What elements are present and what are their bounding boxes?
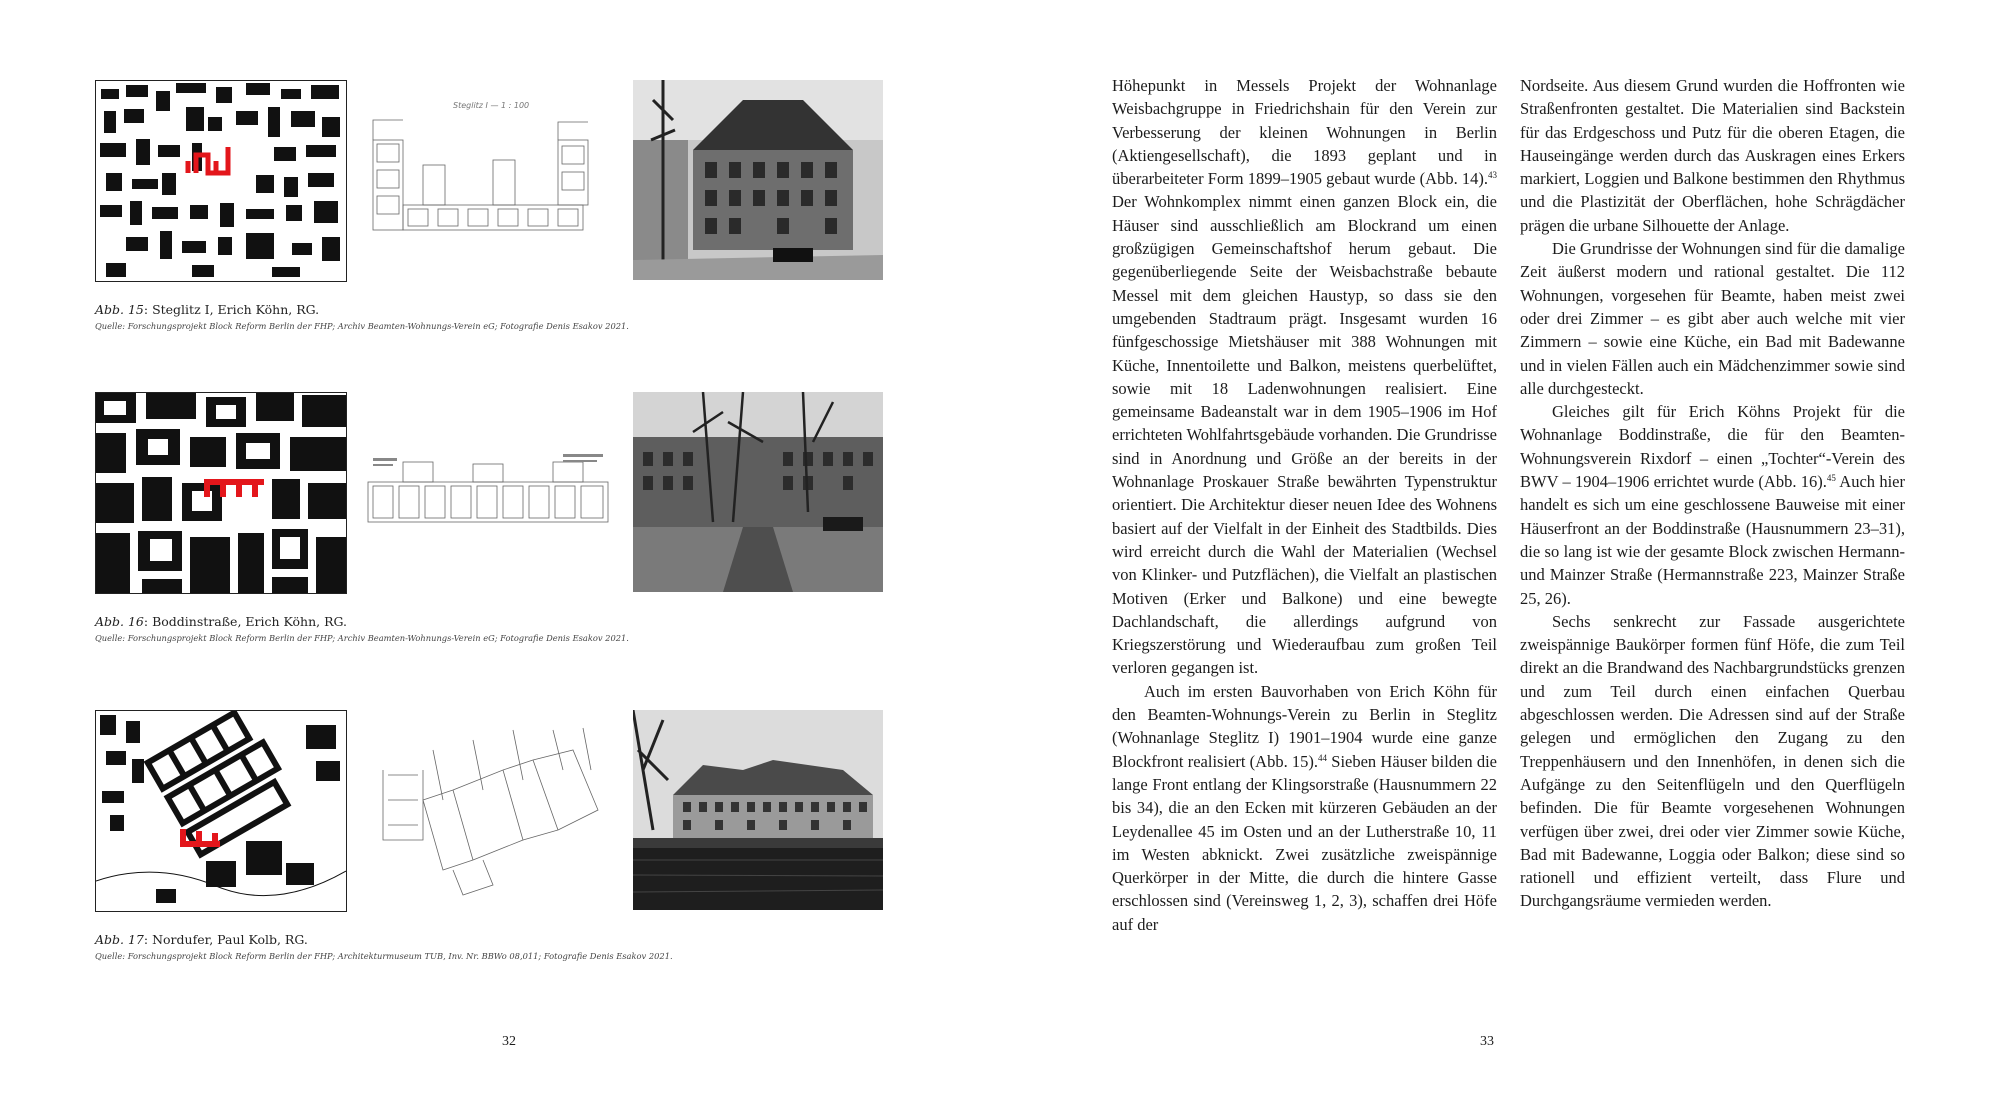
footnote-ref: 44 bbox=[1318, 752, 1328, 763]
paragraph: Sechs senkrecht zur Fassade ausgerichtete zweispännige Baukörper formen fünf Höfe, die zum Teil direkt an die Brandwand des Nachbargrundstücks grenzen und zum Teil durch einen einfachen Querbau abgeschlossen werden. Die Adressen sind auf der Straße gelegen und ermöglichen den Zugang zu den Treppenhäusern und den Innenhöfen, in denen sich die Aufgänge zu den Seitenflügeln und den Querflügeln befinden. Die für Beamte vorgesehenen Wohnungen verfügen über zwei, drei oder vier Zimmer sowie Küche, Bad mit Badewanne, Loggia oder Balkon; diese sind so rationell und effizient verteilt, dass Flure und Durchgangsräume vermieden werden. bbox=[1520, 611, 1905, 911]
figure-label: Abb. 15 bbox=[95, 302, 144, 317]
site-map-boddinstrasse bbox=[95, 392, 347, 594]
photo-steglitz bbox=[633, 80, 883, 280]
figure-label: Abb. 16 bbox=[95, 614, 144, 629]
paragraph: Auch im ersten Bauvorhaben von Erich Köhn für den Beamten-Wohnungs-Verein zu Berlin in Steglitz (Wohnanlage Steglitz I) 1901–1904 wurde eine ganze Blockfront realisiert (Abb. 15).$^{44}$ Sieben Häuser bilden die lange Front entlang der Klingsorstraße (Hausnummern 22 bis 34), die an den Ecken mit kürzeren Gebäuden an der Leydenallee 45 im Osten und an der Lutherstraße 10, 11 im Westen abknickt. Zwei zusätzliche zweispännige Querkörper in der Mitte, die durch die hintere Gasse erschlossen sind (Vereinsweg 1, 2, 3), schaffen drei Höfe auf der bbox=[1112, 681, 1497, 934]
paragraph: Gleiches gilt für Erich Köhns Projekt für die Wohnanlage Boddinstraße, die für den Beamten-Wohnungsverein Rixdorf – einen „Tochter“-Verein des BWV – 1904–1906 errichtet wurde (Abb. 16).$^{45}$ Auch hier handelt es sich um eine geschlossene Bauweise mit einer Häuserfront an der Boddinstraße (Hausnummern 23–31), die so lang ist wie der gesamte Block zwischen Hermann- und Mainzer Straße (Hermannstraße 223, Mainzer Straße 25, 26). bbox=[1520, 402, 1905, 608]
figure-15 bbox=[95, 80, 885, 332]
figure-source: Quelle: Forschungsprojekt Block Reform Berlin der FHP; Archiv Beamten-Wohnungs-Verein eG; Fotografie Denis Esakov 2021. bbox=[95, 321, 629, 331]
figure-title: : Nordufer, Paul Kolb, RG. bbox=[143, 932, 308, 947]
floor-plan-boddinstrasse bbox=[363, 392, 613, 592]
paragraph: Die Grundrisse der Wohnungen sind für die damalige Zeit äußerst modern und rational gestaltet. Die 112 Wohnungen, vorgesehen für Beamte, haben meist zwei oder drei Zimmer – es gibt aber auch welche mit vier Zimmern – sowie eine Küche, ein Bad mit Badewanne und in vielen Fällen auch ein Mädchenzimmer sowie sind alle durchgesteckt. bbox=[1520, 239, 1905, 398]
text-column-right bbox=[1520, 74, 1905, 913]
footnote-ref: 43 bbox=[1488, 170, 1497, 181]
page-number-left: 32 bbox=[502, 1034, 516, 1049]
svg-text:Steglitz I — 1 : 100: Steglitz I — 1 : 100 bbox=[453, 101, 530, 110]
figure-caption bbox=[95, 932, 885, 948]
figure-source: Quelle: Forschungsprojekt Block Reform Berlin der FHP; Archiv Beamten-Wohnungs-Verein eG; Fotografie Denis Esakov 2021. bbox=[95, 633, 629, 643]
floor-plan-steglitz bbox=[363, 80, 613, 280]
figure-16 bbox=[95, 392, 885, 644]
figure-17 bbox=[95, 710, 885, 962]
figure-caption bbox=[95, 614, 885, 630]
paragraph: Höhepunkt in Messels Projekt der Wohnanlage Weisbachgruppe in Friedrichshain für den Verein zur Verbesserung der kleinen Wohnungen in Berlin (Aktiengesellschaft), die 1893 geplant und in überarbeiteter Form 1899–1905 gebaut wurde (Abb. 14).$^{43}$ Der Wohnkomplex nimmt einen ganzen Block ein, die Häuser sind ausschließlich am Blockrand um einen großzügigen Gemeinschaftshof herum gebaut. Die gegenüberliegende Seite der Weisbachstraße bebaute Messel mit dem gleichen Haustyp, so dass sie den umgebenden Stadtraum prägt. Insgesamt wurden 16 fünfgeschossige Mietshäuser mit 388 Wohnungen mit Küche, Innentoilette und Balkon, meistens querbelüftet, sowie mit 18 Ladenwohnungen realisiert. Eine gemeinsame Badeanstalt war in dem 1905–1906 im Hof errichteten Wohlfahrtsgebäude vorhanden. Die Grundrisse sind in Anordnung und Größe an der bereits in der Wohnanlage Proskauer Straße bewährten Typenstruktur orientiert. Die Architektur dieser neuen Idee des Wohnens basiert auf der Vielfalt in der Einheit des Stadtbilds. Dies wird erreicht durch die Wahl der Materialien (Wechsel von Klinker- und Putzflächen), die Vielfalt an plastischen Motiven (Erker und Balkone) und eine bewegte Dachlandschaft, die allerdings aufgrund von Kriegszerstörung und Wiederaufbau zum großen Teil verloren gegangen ist. bbox=[1112, 76, 1497, 678]
floor-plan-nordufer bbox=[363, 710, 613, 910]
photo-boddinstrasse bbox=[633, 392, 883, 592]
figure-title: : Steglitz I, Erich Köhn, RG. bbox=[143, 302, 320, 317]
photo-nordufer bbox=[633, 710, 883, 910]
figure-source: Quelle: Forschungsprojekt Block Reform Berlin der FHP; Architekturmuseum TUB, Inv. Nr. BBWo 08,011; Fotografie Denis Esakov 2021. bbox=[95, 951, 673, 961]
page-number-right: 33 bbox=[1480, 1034, 1494, 1049]
site-map-nordufer bbox=[95, 710, 347, 912]
footnote-ref: 45 bbox=[1826, 473, 1836, 484]
figure-caption bbox=[95, 302, 885, 318]
text-column-left bbox=[1112, 74, 1497, 936]
figure-label: Abb. 17 bbox=[95, 932, 144, 947]
figure-title: : Boddinstraße, Erich Köhn, RG. bbox=[143, 614, 348, 629]
paragraph: Nordseite. Aus diesem Grund wurden die Hoffronten wie Straßenfronten gestaltet. Die Materialien sind Backstein für das Erdgeschoss und Putz für die oberen Etagen, die Hauseingänge werden durch das Auskragen eines Erkers markiert, Loggien und Balkone bestimmen den Rhythmus und die Plastizität der Oberflächen, hohe Schrägdächer prägen die urbane Silhouette der Anlage. bbox=[1520, 76, 1905, 235]
site-map-steglitz bbox=[95, 80, 347, 282]
